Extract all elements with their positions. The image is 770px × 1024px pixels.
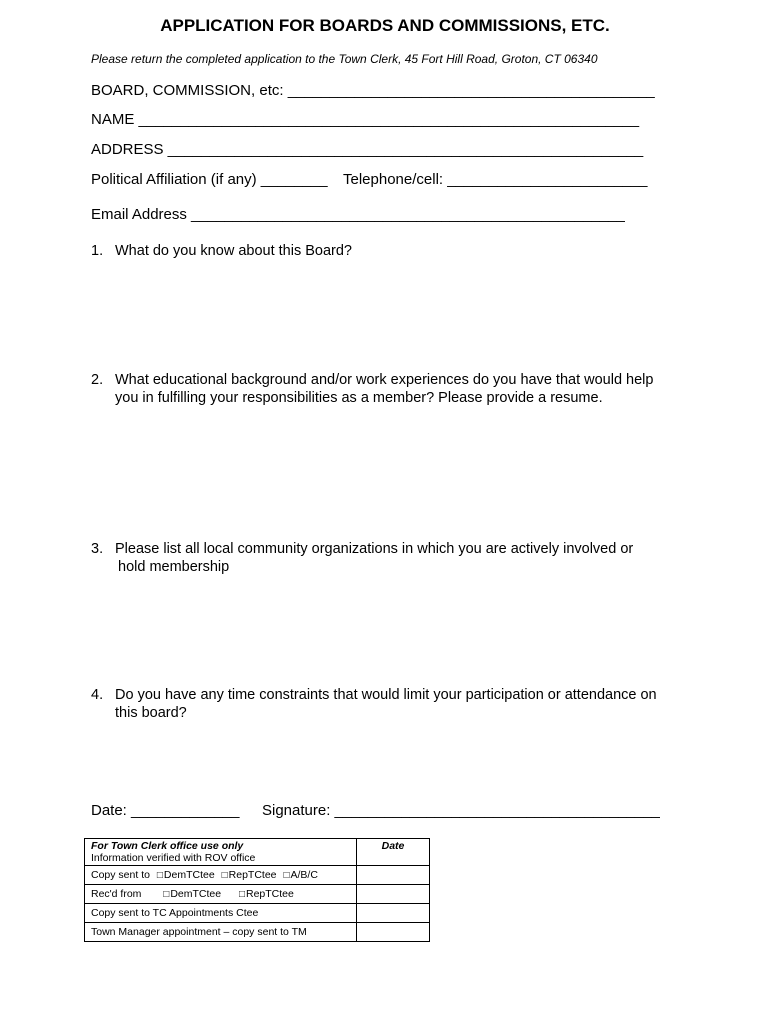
option-label: RepTCtee [228, 869, 277, 881]
date-cell[interactable] [357, 904, 430, 923]
copy-sent-to-row [85, 866, 357, 885]
office-use-table [84, 838, 430, 942]
question-number: 4. [91, 687, 104, 703]
table-row [85, 866, 430, 885]
question-text: Please list all local community organizations in which you are actively involved or [115, 541, 634, 557]
tc-appointments-label: Copy sent to TC Appointments Ctee [85, 904, 357, 923]
question-1 [91, 243, 352, 259]
question-3 [91, 540, 633, 576]
option-label: DemTCtee [170, 888, 222, 900]
question-number: 3. [91, 541, 104, 557]
question-text: hold membership [118, 559, 230, 575]
table-row [85, 923, 430, 942]
table-row [85, 904, 430, 923]
question-number: 1. [91, 243, 104, 259]
rov-verification-label: Information verified with ROV office [91, 852, 256, 864]
telephone-field[interactable]: Telephone/cell: ________________________ [343, 171, 648, 188]
date-field[interactable]: Date: _____________ [91, 802, 240, 819]
checkbox-icon[interactable]: □ [156, 870, 163, 881]
question-text: Do you have any time constraints that would limit your participation or attendance on [115, 687, 657, 703]
option-label: RepTCtee [245, 888, 294, 900]
address-field[interactable]: ADDRESS _________________________________________________________ [91, 141, 644, 158]
question-text: this board? [115, 705, 187, 721]
recd-from-label: Rec'd from [91, 888, 142, 900]
question-2 [91, 371, 653, 407]
copy-sent-to-label: Copy sent to [91, 869, 150, 881]
email-field[interactable]: Email Address ____________________________________________________ [91, 206, 625, 223]
office-use-header [85, 839, 357, 866]
question-text: What do you know about this Board? [115, 243, 352, 259]
question-4 [91, 686, 657, 722]
checkbox-icon[interactable]: □ [221, 870, 228, 881]
form-instructions: Please return the completed application to the Town Clerk, 45 Fort Hill Road, Groton, CT 06340 [91, 52, 598, 66]
name-field[interactable]: NAME ____________________________________________________________ [91, 111, 640, 128]
form-title: APPLICATION FOR BOARDS AND COMMISSIONS, ETC. [160, 16, 610, 35]
question-text: What educational background and/or work experiences do you have that would help [115, 372, 654, 388]
checkbox-icon[interactable]: □ [283, 870, 290, 881]
table-row [85, 885, 430, 904]
date-cell[interactable] [357, 885, 430, 904]
town-manager-label: Town Manager appointment – copy sent to TM [85, 923, 357, 942]
question-text: you in fulfilling your responsibilities as a member? Please provide a resume. [115, 390, 603, 406]
board-commission-field[interactable]: BOARD, COMMISSION, etc: ____________________________________________ [91, 82, 655, 99]
checkbox-icon[interactable]: □ [238, 889, 245, 900]
signature-field[interactable]: Signature: _______________________________________ [262, 802, 660, 819]
recd-from-row [85, 885, 357, 904]
date-column-header: Date [357, 839, 430, 866]
table-row [85, 839, 430, 866]
date-cell[interactable] [357, 923, 430, 942]
option-label: DemTCtee [163, 869, 215, 881]
option-label: A/B/C [290, 869, 318, 881]
political-affiliation-field[interactable]: Political Affiliation (if any) ________ [91, 171, 328, 188]
office-use-title: For Town Clerk office use only [91, 840, 244, 852]
date-cell[interactable] [357, 866, 430, 885]
question-number: 2. [91, 372, 104, 388]
checkbox-icon[interactable]: □ [163, 889, 170, 900]
